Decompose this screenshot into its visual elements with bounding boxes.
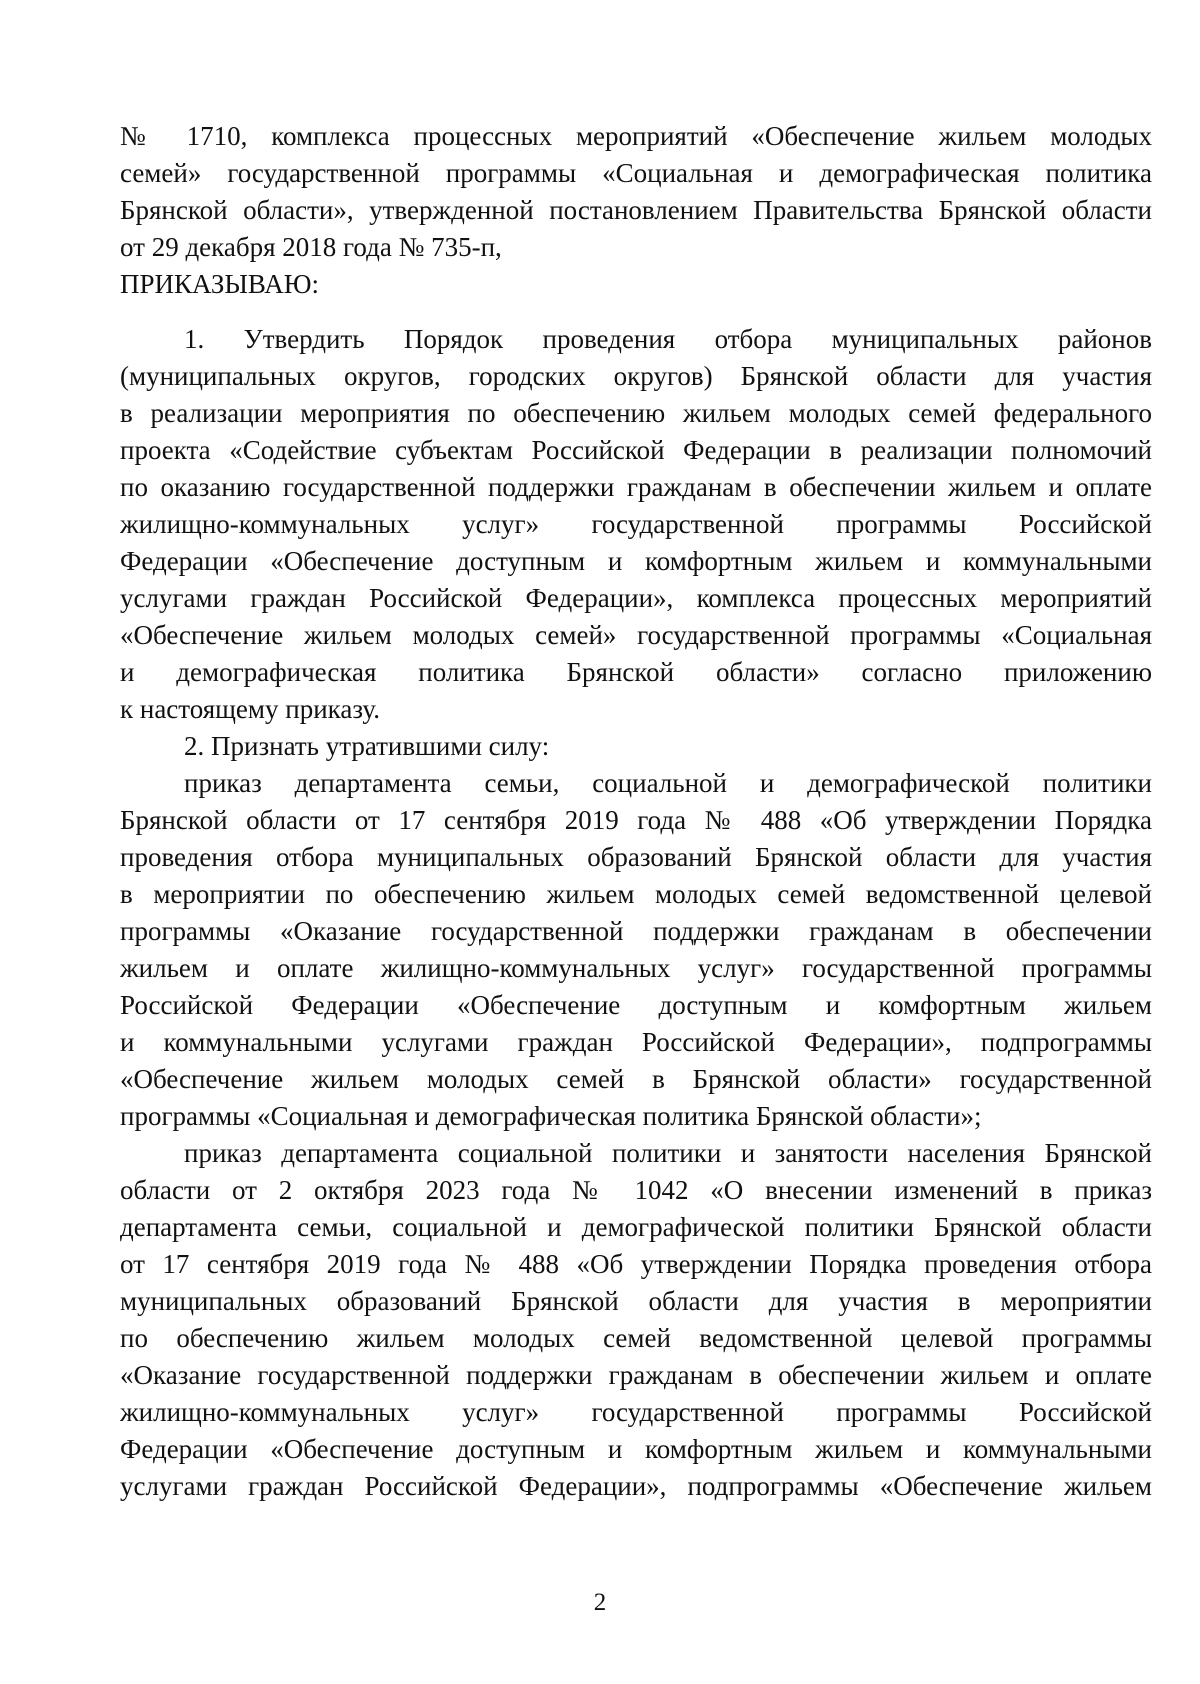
item-2-sub-paragraph-2 [120,1135,1152,1505]
text-line: Брянской области», утвержденной постановлением Правительства Брянской области [120,195,1152,225]
text-line: жилищно-коммунальных услуг» государственной программы Российской [120,509,1152,539]
text-line: Федерации «Обеспечение доступным и комфортным жильем и коммунальными [120,546,1152,576]
order-word: ПРИКАЗЫВАЮ: [120,269,319,299]
text-line: проведения отбора муниципальных образований Брянской области для участия [120,842,1152,872]
text-line: приказ департамента семьи, социальной и демографической политики [184,768,1152,798]
intro-paragraph [120,118,1152,303]
text-line: «Обеспечение жильем молодых семей» государственной программы «Социальная [120,620,1152,650]
text-line: Федерации «Обеспечение доступным и комфортным жильем и коммунальными [120,1434,1152,1464]
text-line: услугами граждан Российской Федерации», комплекса процессных мероприятий [120,583,1152,613]
text-line: по обеспечению жильем молодых семей ведомственной целевой программы [120,1323,1152,1353]
text-line: департамента семьи, социальной и демографической политики Брянской области [120,1212,1152,1242]
text-line: жилищно-коммунальных услуг» государственной программы Российской [120,1397,1152,1427]
text-line: к настоящему приказу. [120,694,380,724]
text-line: в реализации мероприятия по обеспечению жильем молодых семей федерального [120,398,1152,428]
text-line: от 29 декабря 2018 года № 735-п, [120,232,502,262]
text-line: приказ департамента социальной политики и занятости населения Брянской [184,1138,1152,1168]
text-line: 1. Утвердить Порядок проведения отбора муниципальных районов [184,324,1152,354]
text-line: области от 2 октября 2023 года № 1042 «О внесении изменений в приказ [120,1175,1152,1205]
text-line: «Оказание государственной поддержки гражданам в обеспечении жильем и оплате [120,1360,1152,1390]
text-line: Российской Федерации «Обеспечение доступным и комфортным жильем [120,990,1152,1020]
text-line: № 1710, комплекса процессных мероприятий «Обеспечение жильем молодых [120,121,1152,151]
text-line: от 17 сентября 2019 года № 488 «Об утверждении Порядка проведения отбора [120,1249,1152,1279]
text-line: «Обеспечение жильем молодых семей в Брянской области» государственной [120,1064,1152,1094]
text-line: семей» государственной программы «Социальная и демографическая политика [120,158,1152,188]
text-line: программы «Социальная и демографическая политика Брянской области»; [120,1101,982,1131]
page-number: 2 [593,1589,607,1616]
text-line: жильем и оплате жилищно-коммунальных услуг» государственной программы [120,953,1152,983]
text-line: по оказанию государственной поддержки гражданам в обеспечении жильем и оплате [120,472,1152,502]
text-line: программы «Оказание государственной поддержки гражданам в обеспечении [120,916,1152,946]
text-line: в мероприятии по обеспечению жильем молодых семей ведомственной целевой [120,879,1152,909]
item-2-heading: 2. Признать утратившими силу: [184,731,550,761]
item-2-sub-paragraph-1 [120,765,1152,1135]
text-line: и демографическая политика Брянской области» согласно приложению [120,657,1152,687]
item-1-paragraph [120,321,1152,765]
text-line: услугами граждан Российской Федерации», подпрограммы «Обеспечение жильем [120,1471,1152,1501]
text-line: Брянской области от 17 сентября 2019 года № 488 «Об утверждении Порядка [120,805,1152,835]
text-line: проекта «Содействие субъектам Российской Федерации в реализации полномочий [120,435,1152,465]
text-line: муниципальных образований Брянской области для участия в мероприятии [120,1286,1152,1316]
text-line: и коммунальными услугами граждан Российской Федерации», подпрограммы [120,1027,1152,1057]
text-line: (муниципальных округов, городских округов) Брянской области для участия [120,361,1152,391]
